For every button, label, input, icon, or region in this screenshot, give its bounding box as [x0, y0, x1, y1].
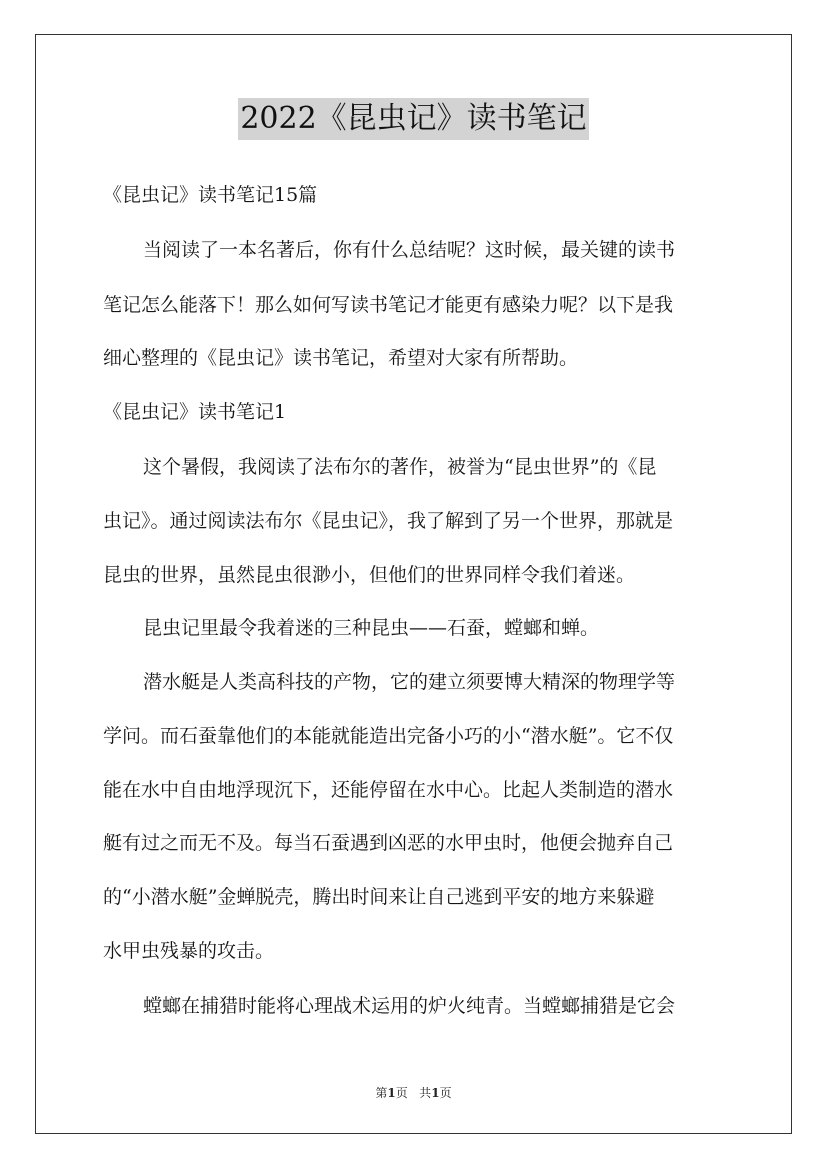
footer-page-suffix: 页: [395, 1086, 408, 1100]
footer-total-suffix: 页: [439, 1086, 452, 1100]
para1-line-3: 昆虫的世界，虽然昆虫很渺小，但他们的世界同样令我们着迷。: [103, 564, 636, 586]
intro-line-3: 细心整理的《昆虫记》读书笔记，希望对大家有所帮助。: [103, 347, 579, 369]
para4-line-1: 螳螂在捕猎时能将心理战术运用的炉火纯青。当螳螂捕猎是它会: [143, 995, 676, 1017]
para1-line-2: 虫记》。通过阅读法布尔《昆虫记》，我了解到了另一个世界，那就是: [103, 510, 674, 532]
document-title: 2022《昆虫记》读书笔记: [238, 98, 588, 140]
para3-line-5: 的“小潜水艇”金蝉脱壳，腾出时间来让自己逃到平安的地方来躲避: [103, 886, 655, 908]
section-heading: 《昆虫记》读书笔记1: [103, 401, 287, 423]
intro-line-1: 当阅读了一本名著后，你有什么总结呢？这时候，最关键的读书: [143, 239, 676, 261]
footer-total-number: 1: [431, 1086, 440, 1100]
para3-line-4: 艇有过之而无不及。每当石蚕遇到凶恶的水甲虫时，他便会抛弃自己: [103, 832, 674, 854]
para2-line-1: 昆虫记里最令我着迷的三种昆虫——石蚕，螳螂和蝉。: [143, 617, 600, 639]
intro-line-2: 笔记怎么能落下！那么如何写读书笔记才能更有感染力呢？以下是我: [103, 294, 674, 316]
title-wrap: [0, 98, 827, 140]
page-footer: [0, 1084, 827, 1101]
footer-page-number: 1: [387, 1086, 396, 1100]
para1-line-1: 这个暑假，我阅读了法布尔的著作，被誉为“昆虫世界”的《昆: [143, 456, 657, 478]
para3-line-1: 潜水艇是人类高科技的产物，它的建立须要博大精深的物理学等: [143, 671, 676, 693]
footer-page-prefix: 第: [375, 1086, 388, 1100]
footer-total-prefix: 共: [419, 1086, 432, 1100]
para3-line-6: 水甲虫残暴的攻击。: [103, 940, 275, 962]
para3-line-3: 能在水中自由地浮现沉下，还能停留在水中心。比起人类制造的潜水: [103, 779, 674, 801]
para3-line-2: 学问。而石蚕靠他们的本能就能造出完备小巧的小“潜水艇”。它不仅: [103, 725, 674, 747]
subtitle: 《昆虫记》读书笔记15篇: [103, 184, 318, 206]
